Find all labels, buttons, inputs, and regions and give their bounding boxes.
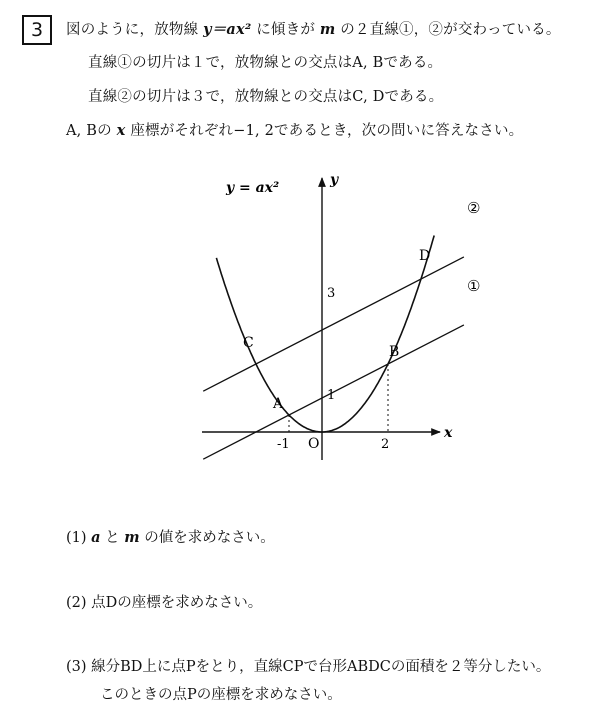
line-2 [203, 257, 464, 391]
problem-statement-line-4: A, Bの x 座標がそれぞれ−1, 2であるとき，次の問いに答えなさい。 [66, 122, 524, 139]
question-1: (1) a と m の値を求めなさい。 [66, 529, 275, 546]
question-3: (3) 線分BD上に点Pをとり，直線CPで台形ABDCの面積を２等分したい。 [66, 659, 551, 675]
problem-statement-line-3: 直線②の切片は３で，放物線との交点はC, Dである。 [88, 89, 444, 105]
tick-2-label: 2 [381, 437, 390, 452]
problem-statement-line-1: 図のように，放物線 y＝ax² に傾きが m の２直線①，②が交わっている。 [66, 21, 561, 38]
line-2-label: ② [467, 199, 481, 217]
point-D-label: D [419, 248, 431, 264]
line-1-label: ① [467, 277, 481, 295]
point-C-label: C [243, 335, 254, 351]
curve-label: y = ax² [226, 180, 280, 196]
intercept-3-label: 3 [327, 286, 336, 301]
axis-y-label: y [330, 172, 339, 188]
problem-number: 3 [22, 15, 52, 45]
slope-variable: m [319, 21, 336, 38]
point-A-label: A [273, 396, 284, 412]
question-2: (2) 点Dの座標を求めなさい。 [66, 595, 263, 611]
problem-statement-line-2: 直線①の切片は１で，放物線との交点はA, Bである。 [88, 55, 443, 71]
tick-neg1-label: -1 [277, 437, 290, 452]
axis-x-label: x [444, 425, 453, 441]
question-3-continued: このときの点Pの座標を求めなさい。 [100, 687, 342, 703]
parabola-curve [216, 236, 434, 433]
parabola-equation: y＝ax² [203, 21, 252, 38]
intercept-1-label: 1 [327, 388, 336, 403]
point-B-label: B [389, 344, 400, 360]
parabola-diagram [190, 170, 500, 470]
origin-label: O [308, 436, 320, 452]
